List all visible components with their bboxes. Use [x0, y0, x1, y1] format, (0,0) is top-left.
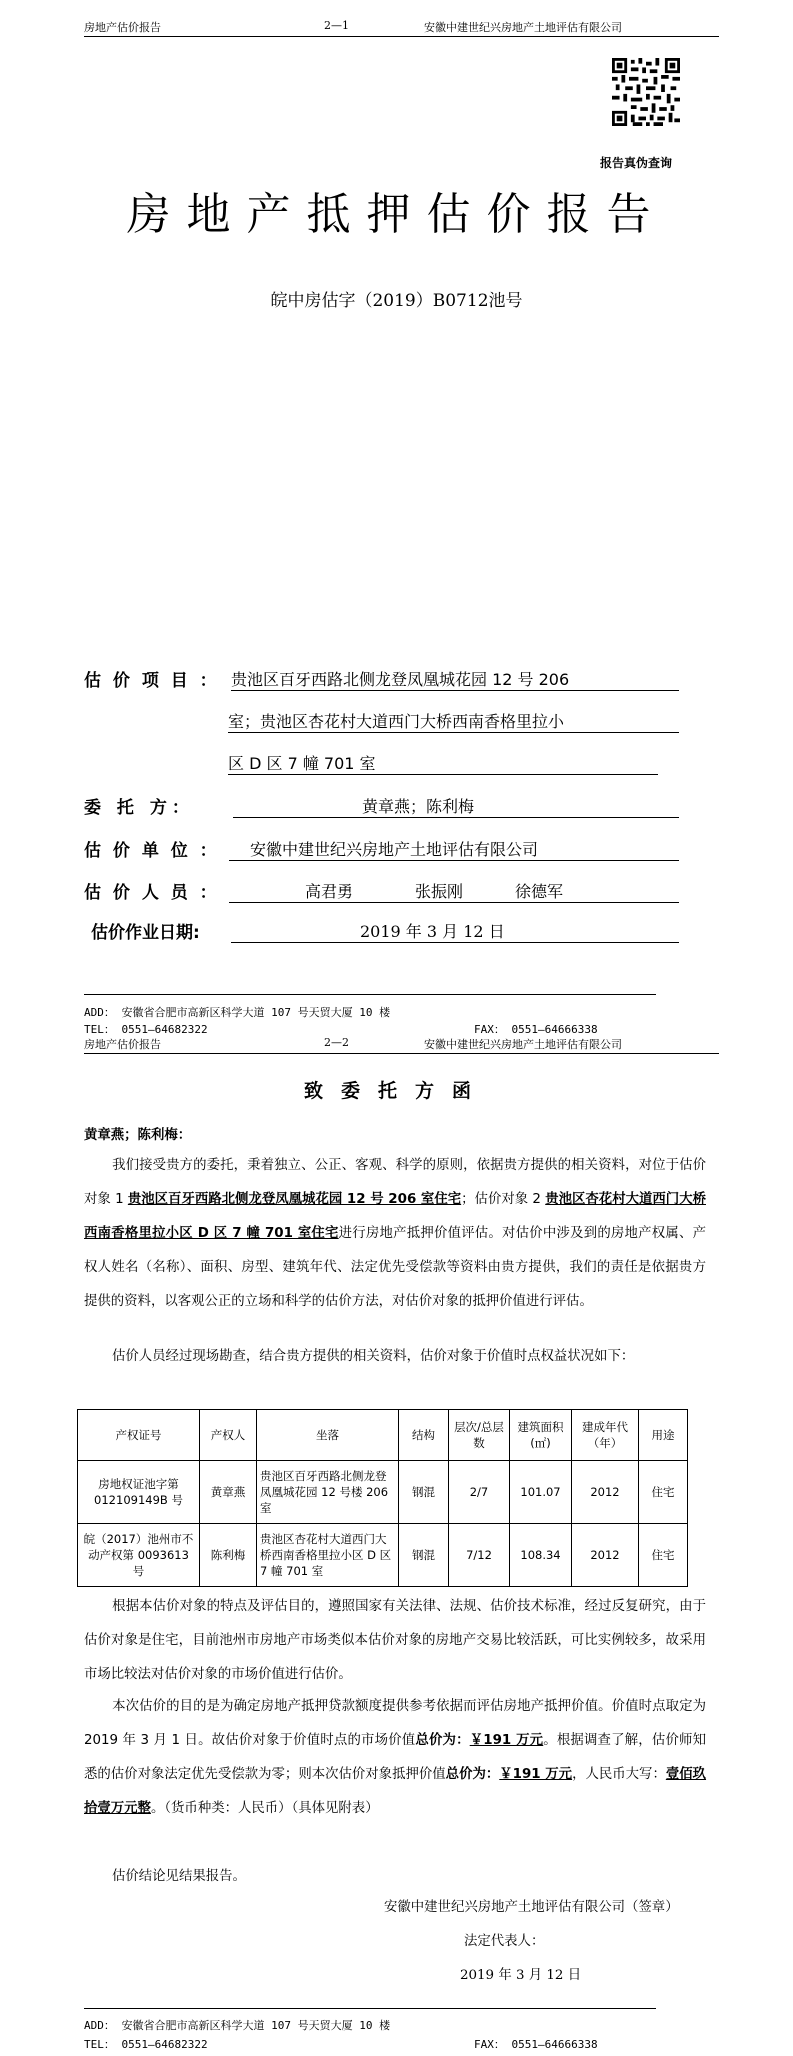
appraiser-1: 高君勇 [305, 882, 354, 901]
cell-use: 住宅 [639, 1461, 688, 1524]
project-line-2: 室；贵池区杏花村大道西门大桥西南香格里拉小 [228, 712, 565, 731]
p1-text-3: 进行房地产抵押价值评估。对估价中涉及到的房地产权属、产权人姓名（名称）、面积、房型、建筑年代、法定优先受偿款等资料由贵方提供，我们的责任是依据贵方提供的资料，以客观公正的立场和科学的估价方法，对估价对象的抵押价值进行评估。 [84, 1226, 707, 1309]
col-header-location: 坐落 [257, 1410, 399, 1461]
p4-total-label-1: 总价为： [415, 1733, 470, 1748]
header-rule [84, 36, 719, 37]
cell-owner: 黄章燕 [200, 1461, 257, 1524]
property-table [77, 1409, 688, 1587]
market-value: ￥191 万元 [469, 1733, 544, 1748]
signature-representative: 法定代表人： [464, 1934, 545, 1949]
paragraph-4 [84, 1690, 706, 1826]
appraisal-object-2: 贵池区杏花村大道西门大桥西南香格里拉小区 D 区 7 幢 701 室住宅 [84, 1192, 706, 1241]
qr-caption: 报告真伪查询 [600, 156, 673, 170]
cell-area: 101.07 [510, 1461, 572, 1524]
cell-location: 贵池区百牙西路北侧龙登凤凰城花园 12 号楼 206 室 [257, 1461, 399, 1524]
p5-text: 估价结论见结果报告。 [112, 1869, 246, 1884]
cell-structure: 钢混 [399, 1524, 449, 1587]
footer-address: ADD： 安徽省合肥市高新区科学大道 107 号天贸大厦 10 楼 [84, 2019, 391, 2032]
footer-tel: TEL： 0551—64682322 [84, 1023, 208, 1036]
appraisers-underline [229, 902, 679, 903]
footer-rule [84, 994, 656, 995]
report-number: 皖中房估字（2019）B0712池号 [270, 291, 523, 311]
cell-use: 住宅 [639, 1524, 688, 1587]
table-row [78, 1524, 688, 1587]
appraisal-object-1: 贵池区百牙西路北侧龙登凤凰城花园 12 号 206 室住宅 [127, 1192, 462, 1207]
cell-area: 108.34 [510, 1524, 572, 1587]
unit-label: 估 价 单 位 ： [84, 841, 220, 861]
p1-text-1: 我们接受贵方的委托，秉着独立、公正、客观、科学的原则，依据贵方提供的相关资料，对位于估价对象 1 [84, 1158, 706, 1207]
p4-text-3: ，人民币大写： [572, 1767, 666, 1782]
unit-value: 安徽中建世纪兴房地产土地评估有限公司 [250, 840, 539, 859]
unit-underline [229, 860, 679, 861]
cell-cert: 皖（2017）池州市不动产权第 0093613 号 [78, 1524, 200, 1587]
p1-text-2: ；估价对象 2 [461, 1192, 546, 1207]
mortgage-value: ￥191 万元 [499, 1767, 573, 1782]
footer-fax: FAX： 0551—64666338 [474, 1023, 598, 1036]
p3-text: 根据本估价对象的特点及评估目的，遵照国家有关法律、法规、估价技术标准，经过反复研究，由于估价对象是住宅，目前池州市房地产市场类似本估价对象的房地产交易比较活跃，可比实例较多，故采用市场比较法对估价对象的市场价值进行估价。 [84, 1599, 706, 1682]
mortgage-value-words: 壹佰玖拾壹万元整 [84, 1767, 707, 1816]
table-row [78, 1461, 688, 1524]
letter-title: 致委托方函 [303, 1080, 489, 1102]
col-header-year: 建成年代（年） [572, 1410, 639, 1461]
col-header-structure: 结构 [399, 1410, 449, 1461]
col-header-cert: 产权证号 [78, 1410, 200, 1461]
salutation: 黄章燕；陈利梅： [84, 1128, 192, 1143]
p4-text-4: 。（货币种类：人民币）（具体见附表） [150, 1801, 379, 1816]
qr-code-icon [612, 58, 680, 126]
project-underline-2 [228, 732, 679, 733]
client-value: 黄章燕；陈利梅 [362, 797, 475, 816]
cell-owner: 陈利梅 [200, 1524, 257, 1587]
signature-company: 安徽中建世纪兴房地产土地评估有限公司（签章） [384, 1900, 679, 1915]
project-underline-3 [228, 774, 658, 775]
date-underline [231, 942, 679, 943]
appraisers-label: 估 价 人 员 ： [84, 883, 220, 903]
header-page-number: 2—2 [324, 1036, 349, 1049]
header-left: 房地产估价报告 [84, 1038, 161, 1051]
date-label: 估价作业日期: [91, 923, 200, 943]
p2-text: 估价人员经过现场勘查，结合贵方提供的相关资料，估价对象于价值时点权益状况如下： [112, 1349, 635, 1364]
project-line-1: 贵池区百牙西路北侧龙登凤凰城花园 12 号 206 [231, 670, 570, 689]
p4-total-label-2: 总价为： [445, 1767, 500, 1782]
header-rule [84, 1053, 719, 1054]
cell-year: 2012 [572, 1524, 639, 1587]
footer-fax: FAX： 0551—64666338 [474, 2038, 598, 2051]
table-header-row [78, 1410, 688, 1461]
col-header-owner: 产权人 [200, 1410, 257, 1461]
footer-rule [84, 2008, 656, 2009]
header-company: 安徽中建世纪兴房地产土地评估有限公司 [424, 21, 622, 34]
col-header-floor: 层次/总层数 [449, 1410, 510, 1461]
footer-tel: TEL： 0551—64682322 [84, 2038, 208, 2051]
cell-location: 贵池区杏花村大道西门大桥西南香格里拉小区 D 区 7 幢 701 室 [257, 1524, 399, 1587]
header-left: 房地产估价报告 [84, 21, 161, 34]
header-company: 安徽中建世纪兴房地产土地评估有限公司 [424, 1038, 622, 1051]
paragraph-3 [84, 1590, 706, 1692]
paragraph-1 [84, 1149, 706, 1319]
date-value: 2019 年 3 月 12 日 [360, 922, 505, 941]
client-underline [233, 817, 679, 818]
client-label: 委 托 方： [84, 798, 194, 818]
col-header-area: 建筑面积(㎡) [510, 1410, 572, 1461]
project-underline-1 [231, 690, 679, 691]
appraiser-2: 张振刚 [415, 882, 464, 901]
appraiser-3: 徐德军 [515, 882, 564, 901]
p4-text-2: 。根据调查了解，估价师知悉的估价对象法定优先受偿款为零；则本次估价对象抵押价值 [84, 1733, 706, 1782]
report-title: 房地产抵押估价报告 [126, 189, 667, 240]
cell-structure: 钢混 [399, 1461, 449, 1524]
cell-cert: 房地权证池字第 012109149B 号 [78, 1461, 200, 1524]
project-line-3: 区 D 区 7 幢 701 室 [228, 754, 376, 773]
header-page-number: 2—1 [324, 19, 349, 32]
project-label: 估 价 项 目 ： [84, 671, 220, 691]
col-header-use: 用途 [639, 1410, 688, 1461]
cell-floor: 2/7 [449, 1461, 510, 1524]
p4-text-1: 本次估价的目的是为确定房地产抵押贷款额度提供参考依据而评估房地产抵押价值。价值时点取定为 2019 年 3 月 1 日。故估价对象于价值时点的市场价值 [84, 1699, 706, 1748]
paragraph-5 [84, 1860, 706, 1894]
cell-year: 2012 [572, 1461, 639, 1524]
signature-date: 2019 年 3 月 12 日 [460, 1968, 582, 1983]
cell-floor: 7/12 [449, 1524, 510, 1587]
footer-address: ADD： 安徽省合肥市高新区科学大道 107 号天贸大厦 10 楼 [84, 1006, 391, 1019]
paragraph-2 [84, 1340, 706, 1374]
